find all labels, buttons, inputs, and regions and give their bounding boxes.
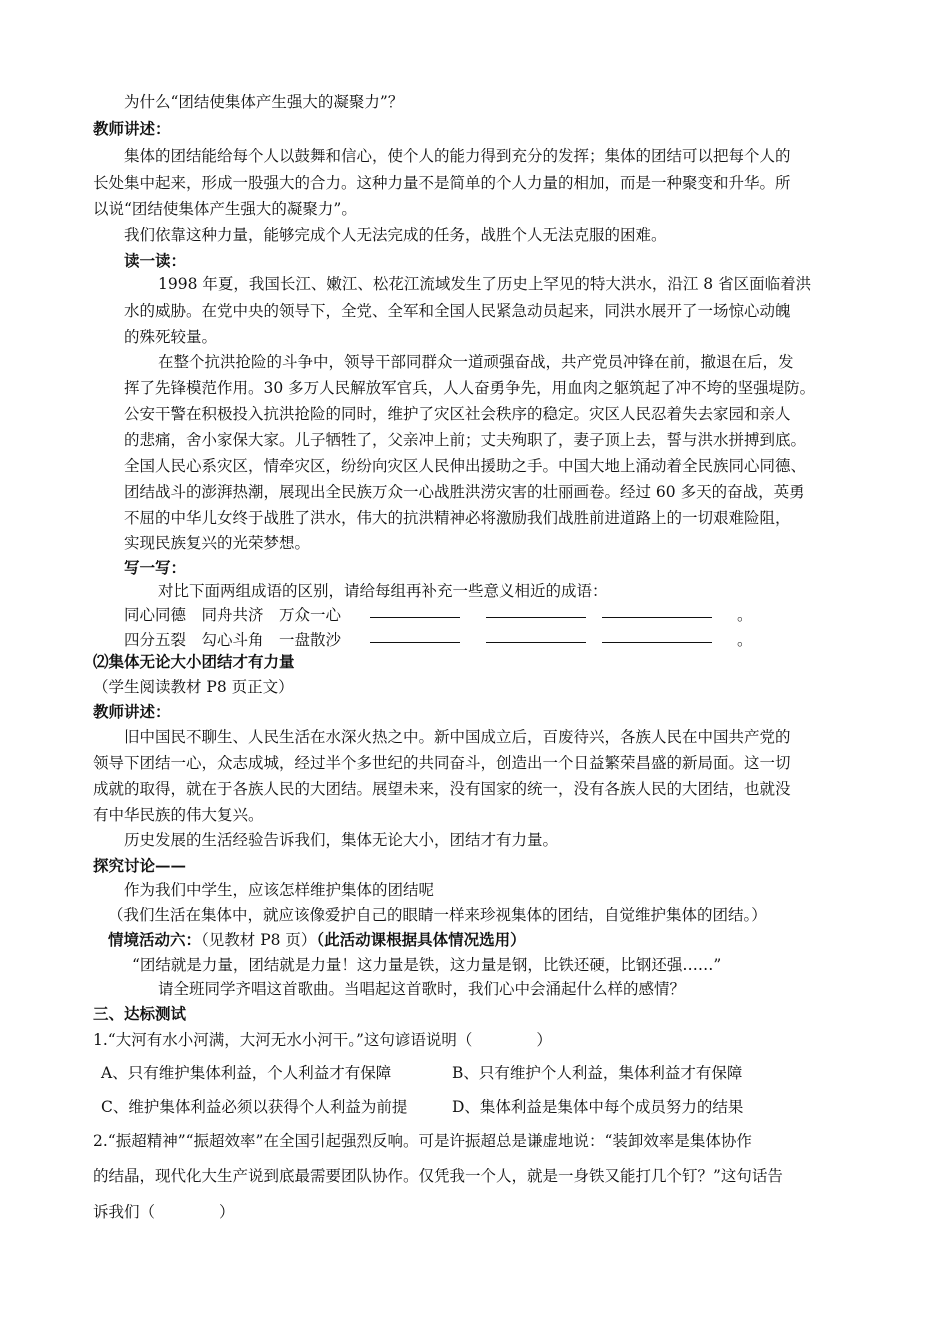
question-1: 1.“大河有水小河满，大河无水小河干。”这句谚语说明（ ） [93, 1031, 552, 1049]
option-d: D、集体利益是集体中每个成员努力的结果 [452, 1098, 744, 1116]
idiom-row [124, 605, 341, 625]
paragraph-line: 我们依靠这种力量，能够完成个人无法完成的任务，战胜个人无法克服的困难。 [124, 226, 667, 244]
answer-blank[interactable] [486, 626, 586, 643]
song-lyrics: “团结就是力量，团结就是力量！这力量是铁，这力量是钢，比铁还硬，比钢还强……” [132, 956, 722, 974]
read-label: 读一读： [124, 251, 187, 270]
question-2-line: 诉我们（ ） [93, 1203, 235, 1221]
question-line: 为什么“团结使集体产生强大的凝聚力”？ [124, 93, 404, 111]
option-c: C、维护集体利益必须以获得个人利益为前提 [101, 1098, 408, 1116]
reading-line: 的悲痛，舍小家保大家。儿子牺牲了，父亲冲上前；丈夫殉职了，妻子顶上去，誓与洪水拼搏到底。 [124, 431, 807, 449]
option-b: B、只有维护个人利益，集体利益才有保障 [452, 1064, 743, 1082]
idiom-group-1: 同心同德 同舟共济 万众一心 [124, 606, 342, 624]
period: 。 [737, 631, 753, 649]
reading-line: 水的威胁。在党中央的领导下，全党、全军和全国人民紧急动员起来，同洪水展开了一场惊心动魄 [124, 302, 791, 320]
song-question: 请全班同学齐唱这首歌曲。当唱起这首歌时，我们心中会涌起什么样的感情？ [158, 980, 686, 998]
question-2-line: 2.“振超精神”“振超效率”在全国引起强烈反响。可是许振超总是谦虚地说：“装卸效率是集体协作 [93, 1132, 752, 1150]
answer-blank[interactable] [370, 601, 460, 618]
paragraph-line: 历史发展的生活经验告诉我们，集体无论大小，团结才有力量。 [124, 831, 559, 849]
answer-blank[interactable] [370, 626, 460, 643]
reading-line: 挥了先锋模范作用。30 多万人民解放军官兵，人人奋勇争先，用血肉之躯筑起了冲不垮的坚强堤防。 [124, 379, 816, 397]
paragraph-line: 有中华民族的伟大复兴。 [93, 806, 264, 824]
explore-question: 作为我们中学生，应该怎样维护集体的团结呢 [124, 881, 435, 899]
write-label: 写一写： [124, 558, 187, 577]
answer-blank[interactable] [602, 626, 712, 643]
reading-line: 全国人民心系灾区，情牵灾区，纷纷向灾区人民伸出援助之手。中国大地上涌动着全民族同心同德、 [124, 457, 807, 475]
idiom-group-2: 四分五裂 勾心斗角 一盘散沙 [124, 631, 342, 649]
activity-line [108, 930, 526, 950]
explore-label: 探究讨论—— [93, 856, 187, 875]
paragraph-line: 长处集中起来，形成一股强大的合力。这种力量不是简单的个人力量的相加，而是一种聚变和升华。所 [93, 174, 791, 192]
period: 。 [737, 606, 753, 624]
option-a: A、只有维护集体利益，个人利益才有保障 [101, 1064, 392, 1082]
reading-line: 的殊死较量。 [124, 328, 218, 346]
teacher-label: 教师讲述： [93, 702, 171, 721]
reading-line: 不屈的中华儿女终于战胜了洪水，伟大的抗洪精神必将激励我们战胜前进道路上的一切艰难险阻， [124, 509, 791, 527]
reading-line: 团结战斗的澎湃热潮，展现出全民族万众一心战胜洪涝灾害的壮丽画卷。经过 60 多天的奋战，英勇 [124, 483, 805, 501]
explore-answer: （我们生活在集体中，就应该像爱护自己的眼睛一样来珍视集体的团结，自觉维护集体的团结。） [108, 906, 767, 924]
write-instruction: 对比下面两组成语的区别，请给每组再补充一些意义相近的成语： [158, 582, 608, 600]
teacher-label: 教师讲述： [93, 119, 171, 138]
answer-blank[interactable] [602, 601, 712, 618]
activity-note: （此活动课根据具体情况选用） [316, 930, 526, 949]
paragraph-line: 集体的团结能给每个人以鼓舞和信心，使个人的能力得到充分的发挥；集体的团结可以把每个人的 [124, 147, 791, 165]
paragraph-line: 以说“团结使集体产生强大的凝聚力”。 [93, 200, 357, 218]
answer-blank[interactable] [486, 601, 586, 618]
paragraph-line: 领导下团结一心，众志成城，经过半个多世纪的共同奋斗，创造出一个日益繁荣昌盛的新局面。这一切 [93, 754, 791, 772]
section3-heading: 三、达标测试 [93, 1004, 187, 1023]
reading-line: 公安干警在积极投入抗洪抢险的同时，维护了灾区社会秩序的稳定。灾区人民忍着失去家园和亲人 [124, 405, 791, 423]
reading-line: 实现民族复兴的光荣梦想。 [124, 534, 311, 552]
paragraph-line: 旧中国民不聊生、人民生活在水深火热之中。新中国成立后，百废待兴，各族人民在中国共产党的 [124, 728, 791, 746]
section2-heading: ⑵集体无论大小团结才有力量 [93, 652, 295, 671]
activity-label: 情境活动六： [108, 930, 202, 949]
idiom-row [124, 630, 341, 650]
activity-ref: （见教材 P8 页） [201, 931, 317, 949]
reading-line: 在整个抗洪抢险的斗争中，领导干部同群众一道顽强奋战，共产党员冲锋在前，撤退在后，发 [158, 353, 794, 371]
question-2-line: 的结晶，现代化大生产说到底最需要团队协作。仅凭我一个人，就是一身铁又能打几个钉？”这句话告 [93, 1167, 783, 1185]
paragraph-line: 成就的取得，就在于各族人民的大团结。展望未来，没有国家的统一，没有各族人民的大团结，也就没 [93, 780, 791, 798]
reading-line: 1998 年夏，我国长江、嫩江、松花江流域发生了历史上罕见的特大洪水，沿江 8 省区面临着洪 [158, 275, 812, 293]
section2-note: （学生阅读教材 P8 页正文） [93, 678, 294, 696]
